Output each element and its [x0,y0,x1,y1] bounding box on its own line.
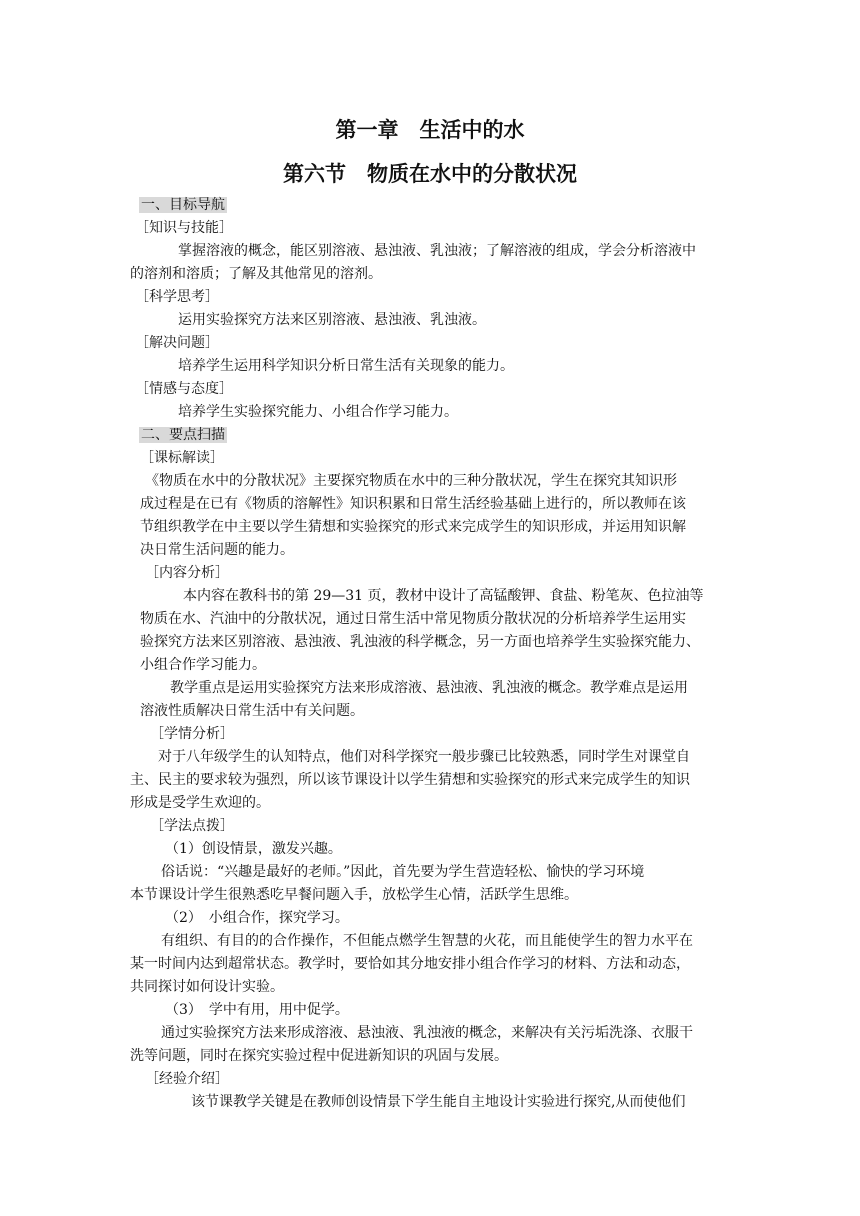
paragraph-line: 主、民主的要求较为强烈，所以该节课设计以学生猜想和实验探究的形式来完成学生的知识 [130,772,690,788]
paragraph-line: 培养学生运用科学知识分析日常生活有关现象的能力。 [178,358,514,374]
subheading-study-methods: ［学法点拨］ [150,818,234,834]
paragraph-line: 培养学生实验探究能力、小组合作学习能力。 [178,404,458,420]
paragraph-line: 有组织、有目的的合作操作，不但能点燃学生智慧的火花，而且能使学生的智力水平在 [161,933,693,949]
paragraph-line: 《物质在水中的分散状况》主要探究物质在水中的三种分散状况，学生在探究其知识形 [145,473,677,489]
section-title: 第六节 物质在水中的分散状况 [283,161,577,186]
paragraph-line: 教学重点是运用实验探究方法来形成溶液、悬浊液、乳浊液的概念。教学难点是运用 [170,680,688,696]
subheading-experience: ［经验介绍］ [145,1071,229,1087]
subheading-scientific-thinking: ［科学思考］ [135,289,219,305]
numbered-item: （1）创设情景，激发兴趣。 [165,841,342,857]
chapter-title: 第一章 生活中的水 [335,117,525,142]
subheading-knowledge-skills: ［知识与技能］ [135,220,233,236]
paragraph-line: 溶液性质解决日常生活中有关问题。 [140,703,364,719]
paragraph-line: 运用实验探究方法来区别溶液、悬浊液、乳浊液。 [178,312,486,328]
section-heading-goals: 一、目标导航 [141,197,225,213]
paragraph-line: 验探究方法来区别溶液、悬浊液、乳浊液的科学概念，另一方面也培养学生实验探究能力、 [140,634,700,650]
paragraph-line: 的溶剂和溶质；了解及其他常见的溶剂。 [130,266,382,282]
subheading-content-analysis: ［内容分析］ [145,565,229,581]
paragraph-line: 节组织教学在中主要以学生猜想和实验探究的形式来完成学生的知识形成，并运用知识解 [140,519,686,535]
paragraph-line: 物质在水、汽油中的分散状况，通过日常生活中常见物质分散状况的分析培养学生运用实 [140,611,686,627]
paragraph-line: 小组合作学习能力。 [140,657,266,673]
subheading-learner-analysis: ［学情分析］ [150,726,234,742]
subheading-curriculum: ［课标解读］ [140,450,224,466]
paragraph-line: 形成是受学生欢迎的。 [130,795,270,811]
paragraph-line: 决日常生活问题的能力。 [140,542,294,558]
paragraph-line: 俗话说：“兴趣是最好的老师。”因此，首先要为学生营造轻松、愉快的学习环境 [161,864,645,880]
subheading-emotion-attitude: ［情感与态度］ [135,381,233,397]
numbered-item: （3） 学中有用，用中促学。 [165,1002,349,1018]
paragraph-line: 该节课教学关键是在教师创设情景下学生能自主地设计实验进行探究,从而使他们 [191,1094,686,1110]
subheading-problem-solving: ［解决问题］ [135,335,219,351]
paragraph-line: 洗等问题，同时在探究实验过程中促进新知识的巩固与发展。 [130,1048,508,1064]
paragraph-line: 掌握溶液的概念，能区别溶液、悬浊液、乳浊液；了解溶液的组成，学会分析溶液中 [178,243,696,259]
paragraph-line: 通过实验探究方法来形成溶液、悬浊液、乳浊液的概念，来解决有关污垢洗涤、衣服干 [161,1025,693,1041]
paragraph-line: 本内容在教科书的第 29—31 页，教材中设计了高锰酸钾、食盐、粉笔灰、色拉油等 [183,588,704,604]
paragraph-line: 成过程是在已有《物质的溶解性》知识积累和日常生活经验基础上进行的，所以教师在该 [140,496,686,512]
section-heading-key-points: 二、要点扫描 [141,427,225,443]
numbered-item: （2） 小组合作，探究学习。 [165,910,349,926]
paragraph-line: 某一时间内达到超常状态。教学时，要恰如其分地安排小组合作学习的材料、方法和动态， [130,956,690,972]
paragraph-line: 对于八年级学生的认知特点，他们对科学探究一般步骤已比较熟悉，同时学生对课堂自 [158,749,690,765]
paragraph-line: 共同探讨如何设计实验。 [130,979,284,995]
paragraph-line: 本节课设计学生很熟悉吃早餐问题入手，放松学生心情，活跃学生思维。 [130,887,578,903]
